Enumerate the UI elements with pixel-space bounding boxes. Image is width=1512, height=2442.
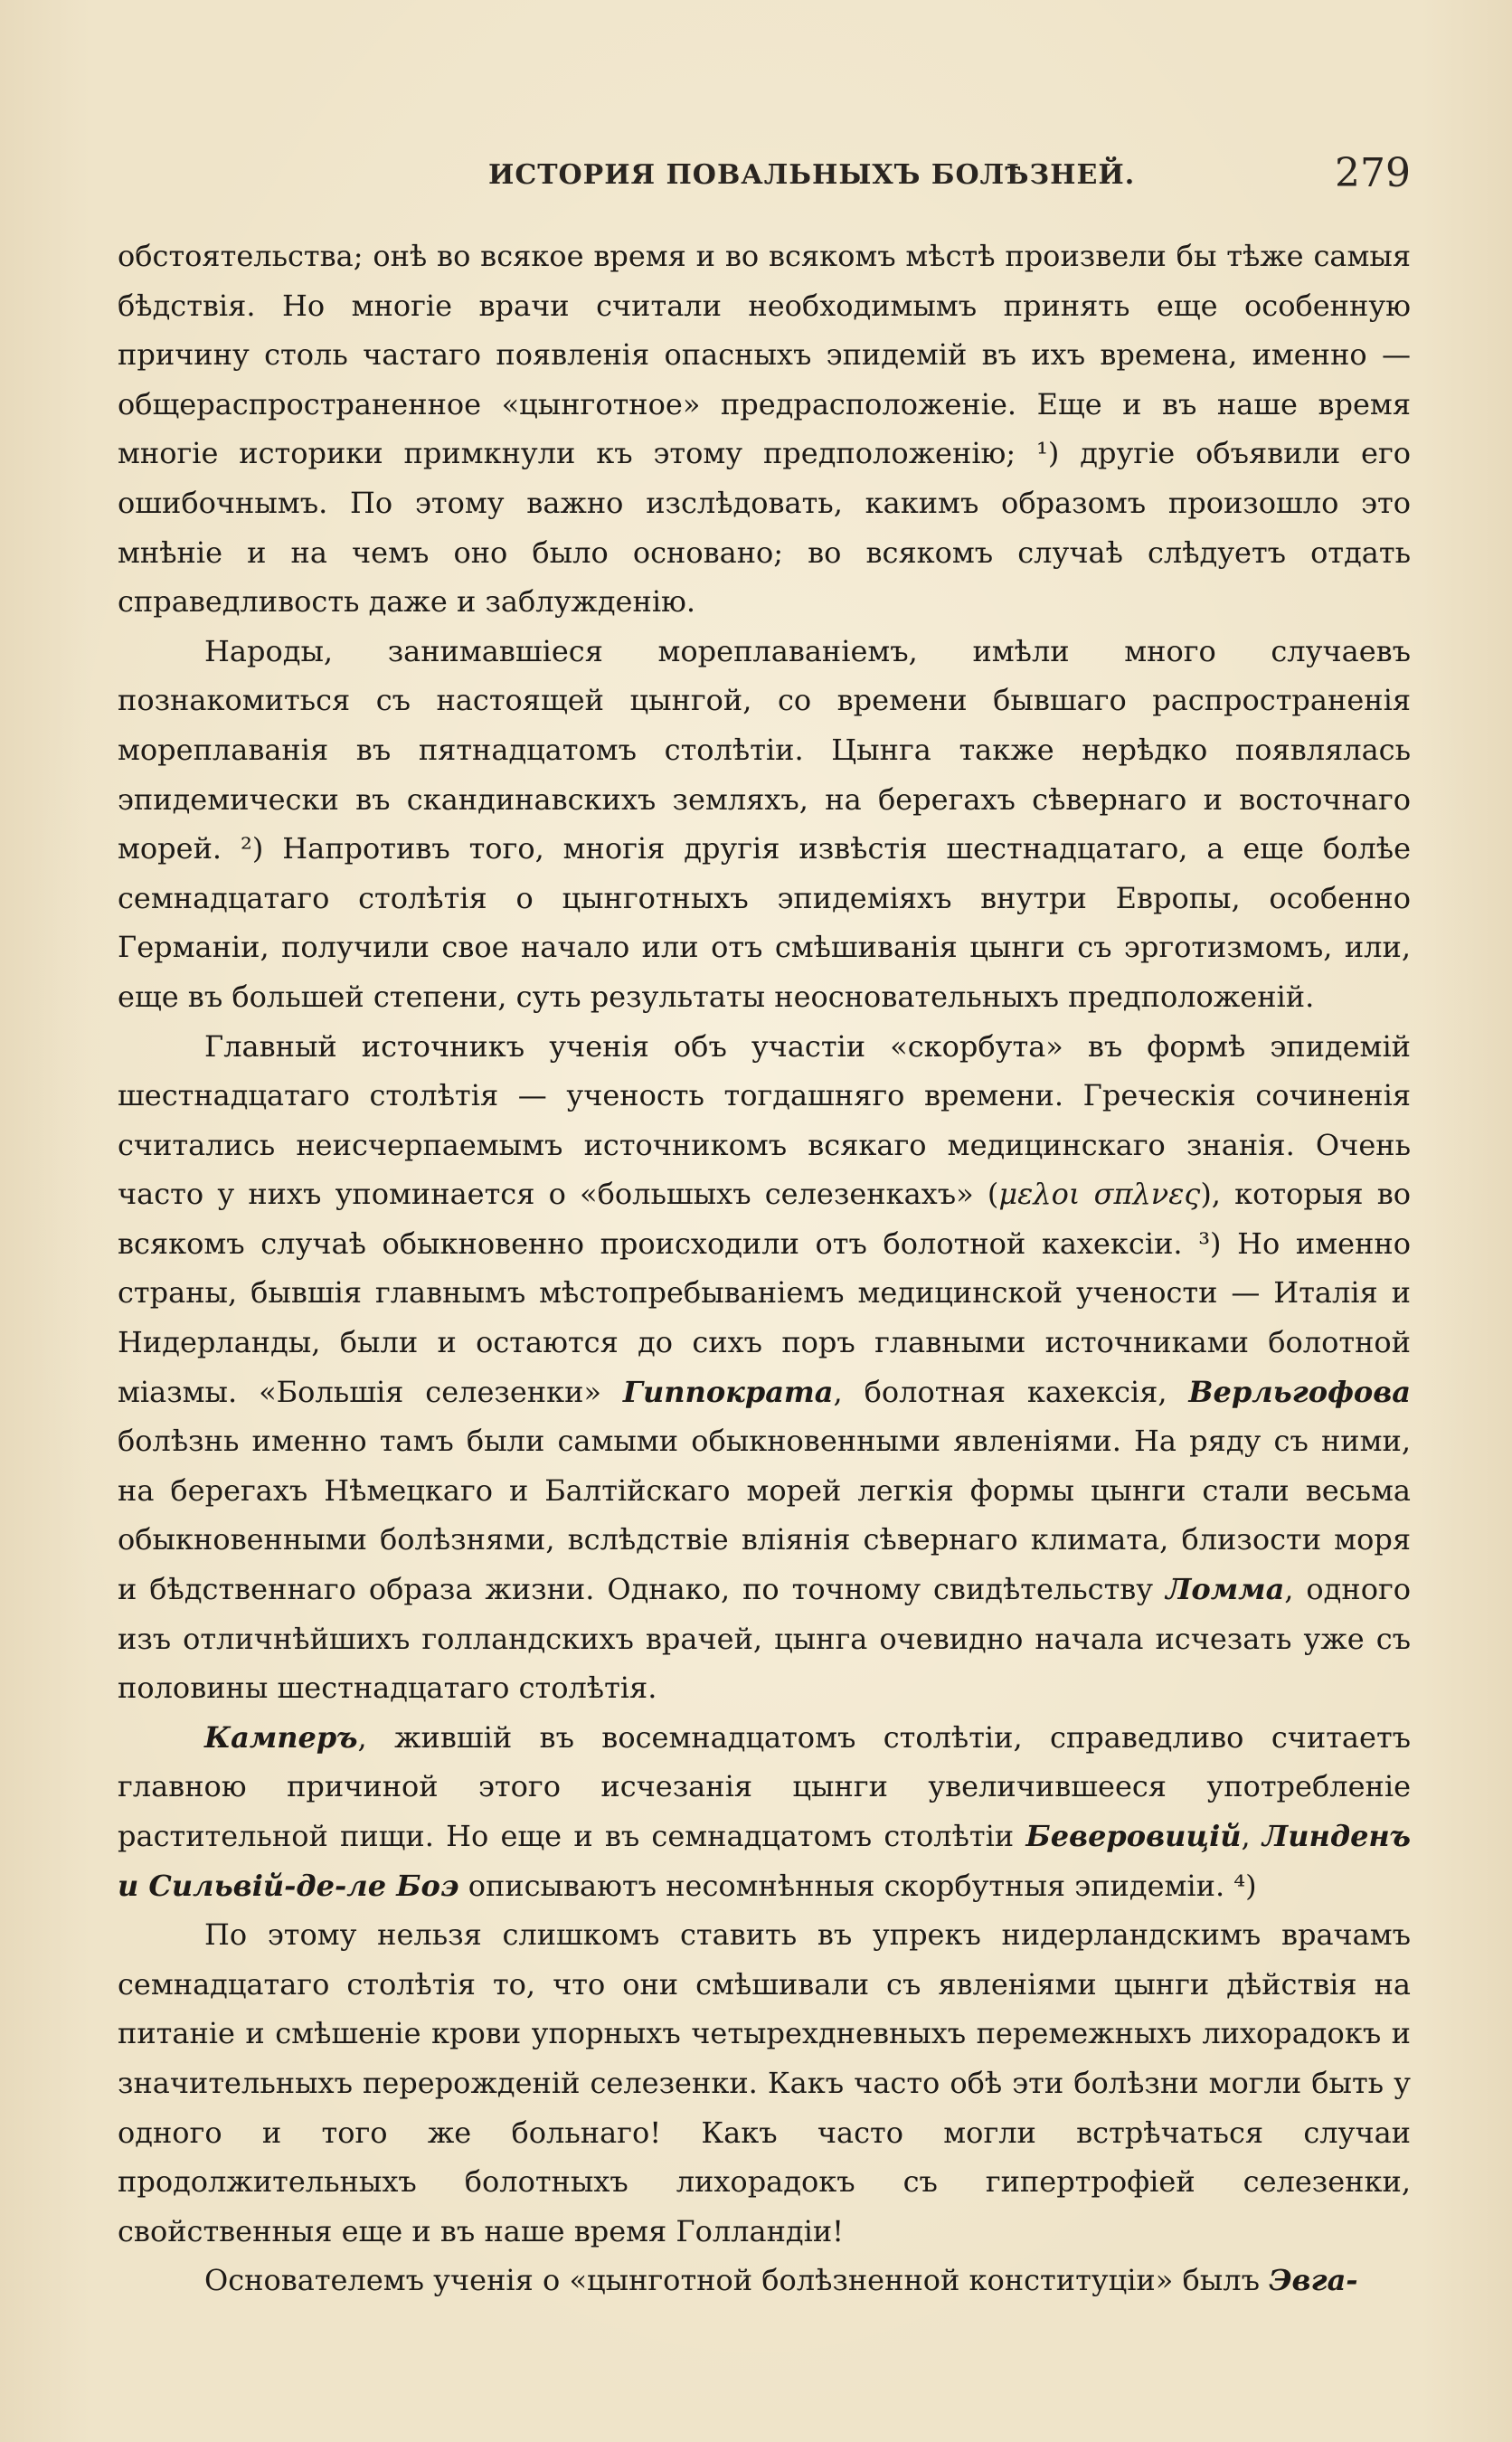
- text-run: описываютъ несомнѣнныя скорбутныя эпидеміи. ⁴): [458, 1868, 1257, 1903]
- author-name: Линденъ и Сильвій-де-ле Боэ: [118, 1819, 1412, 1903]
- greek-phrase: μελοι σπλνες: [998, 1177, 1201, 1212]
- text-run: ,: [1241, 1819, 1262, 1853]
- text-run: По этому нельзя слишкомъ ставить въ упрекъ нидерландскимъ врачамъ семнадцатаго столѣтія то, что они смѣшивали съ явленіями цынги дѣйствія на питаніе и смѣшеніе крови упорныхъ четырехдневныхъ перемежныхъ лихорадокъ и значительныхъ перерожденій селезенки. Какъ часто обѣ эти болѣзни могли быть у одного и того же больнаго! Какъ часто могли встрѣчаться случаи продолжительныхъ болотныхъ лихорадокъ съ гипертрофіей селезенки, свойственныя еще и въ наше время Голландіи!: [118, 1917, 1411, 2248]
- text-run: ), которыя во всякомъ случаѣ обыкновенно происходили отъ болотной кахексіи. ³) Но именно страны, бывшія главнымъ мѣстопребываніемъ медицинской учености — Италія и Нидерланды, были и остаются до сихъ поръ главными источниками болотной міазмы. «Большія селезенки»: [118, 1177, 1412, 1409]
- text-run: Народы, занимавшіеся мореплаваніемъ, имѣли много случаевъ познакомиться съ настоящей цынгой, со времени бывшаго распространенія мореплаванія въ пятнадцатомъ столѣтіи. Цынга также нерѣдко появлялась эпидемически въ скандинавскихъ земляхъ, на берегахъ сѣвернаго и восточнаго морей. ²) Напротивъ того, многія другія извѣстія шестнадцатаго, а еще болѣе семнадцатаго столѣтія о цынготныхъ эпидеміяхъ внутри Европы, особенно Германіи, получили свое начало или отъ смѣшиванія цынги съ эрготизмомъ, или, еще въ большей степени, суть результаты неосновательныхъ предположеній.: [118, 633, 1411, 1014]
- text-run: , жившій въ восемнадцатомъ столѣтіи, справедливо считаетъ главною причиной этого исчезанія цынги увеличившееся употребленіе растительной пищи. Но еще и въ семнадцатомъ столѣтіи: [118, 1719, 1411, 1853]
- running-title: ИСТОРИЯ ПОВАЛЬНЫХЪ БОЛѢЗНЕЙ.: [488, 159, 1136, 191]
- text-run: болѣзнь именно тамъ были самыми обыкновенными явленіями. На ряду съ ними, на берегахъ Нѣмецкаго и Балтійскаго морей легкія формы цынги стали весьма обыкновенными болѣзнями, вслѣдствіе вліянія сѣвернаго климата, близости моря и бѣдственнаго образа жизни. Однако, по точному свидѣтельству: [118, 1424, 1411, 1607]
- text-run: , одного изъ отличнѣйшихъ голландскихъ врачей, цынга очевидно начала исчезать уже съ половины шестнадцатаго столѣтія.: [118, 1572, 1412, 1706]
- text-run: Основателемъ ученія о «цынготной болѣзненной конституціи» былъ: [204, 2263, 1270, 2298]
- body-text: [118, 232, 1411, 2305]
- text-run: обстоятельства; онѣ во всякое время и во всякомъ мѣстѣ произвели бы тѣже самыя бѣдствія. Но многіе врачи считали необходимымъ принять еще особенную причину столь частаго появленія опасныхъ эпидемій въ ихъ времена, именно — общераспространенное «цынготное» предрасположеніе. Еще и въ наше время многіе историки примкнули къ этому предположенію; ¹) другіе объявили его ошибочнымъ. По этому важно изслѣдовать, какимъ образомъ произошло это мнѣніе и на чемъ оно было основано; во всякомъ случаѣ слѣдуетъ отдать справедливость даже и заблужденію.: [118, 239, 1411, 620]
- author-name: Верльгофова: [1188, 1374, 1412, 1409]
- paragraph-5: [118, 1910, 1411, 2256]
- author-name: Эвга-: [1269, 2263, 1358, 2298]
- author-name: Беверовицій: [1025, 1819, 1242, 1853]
- paragraph-6: [118, 2256, 1411, 2305]
- paragraph-3: [118, 1022, 1411, 1713]
- paragraph-2: [118, 627, 1411, 1022]
- author-name: Ломма: [1166, 1572, 1285, 1607]
- author-name: Гиппократа: [622, 1374, 834, 1409]
- text-run: Главный источникъ ученія объ участіи «скорбута» въ формѣ эпидемій шестнадцатаго столѣтія — ученость тогдашняго времени. Греческія сочиненія считались неисчерпаемымъ источникомъ всякаго медицинскаго знанія. Очень часто у нихъ упоминается о «большыхъ селезенкахъ» (: [118, 1028, 1411, 1212]
- author-name: Камперъ: [204, 1719, 358, 1755]
- text-run: , болотная кахексія,: [833, 1374, 1189, 1409]
- page-number: 279: [1335, 150, 1411, 196]
- paragraph-4: [118, 1713, 1411, 1910]
- paragraph-1: [118, 232, 1411, 627]
- page-header: [118, 148, 1411, 203]
